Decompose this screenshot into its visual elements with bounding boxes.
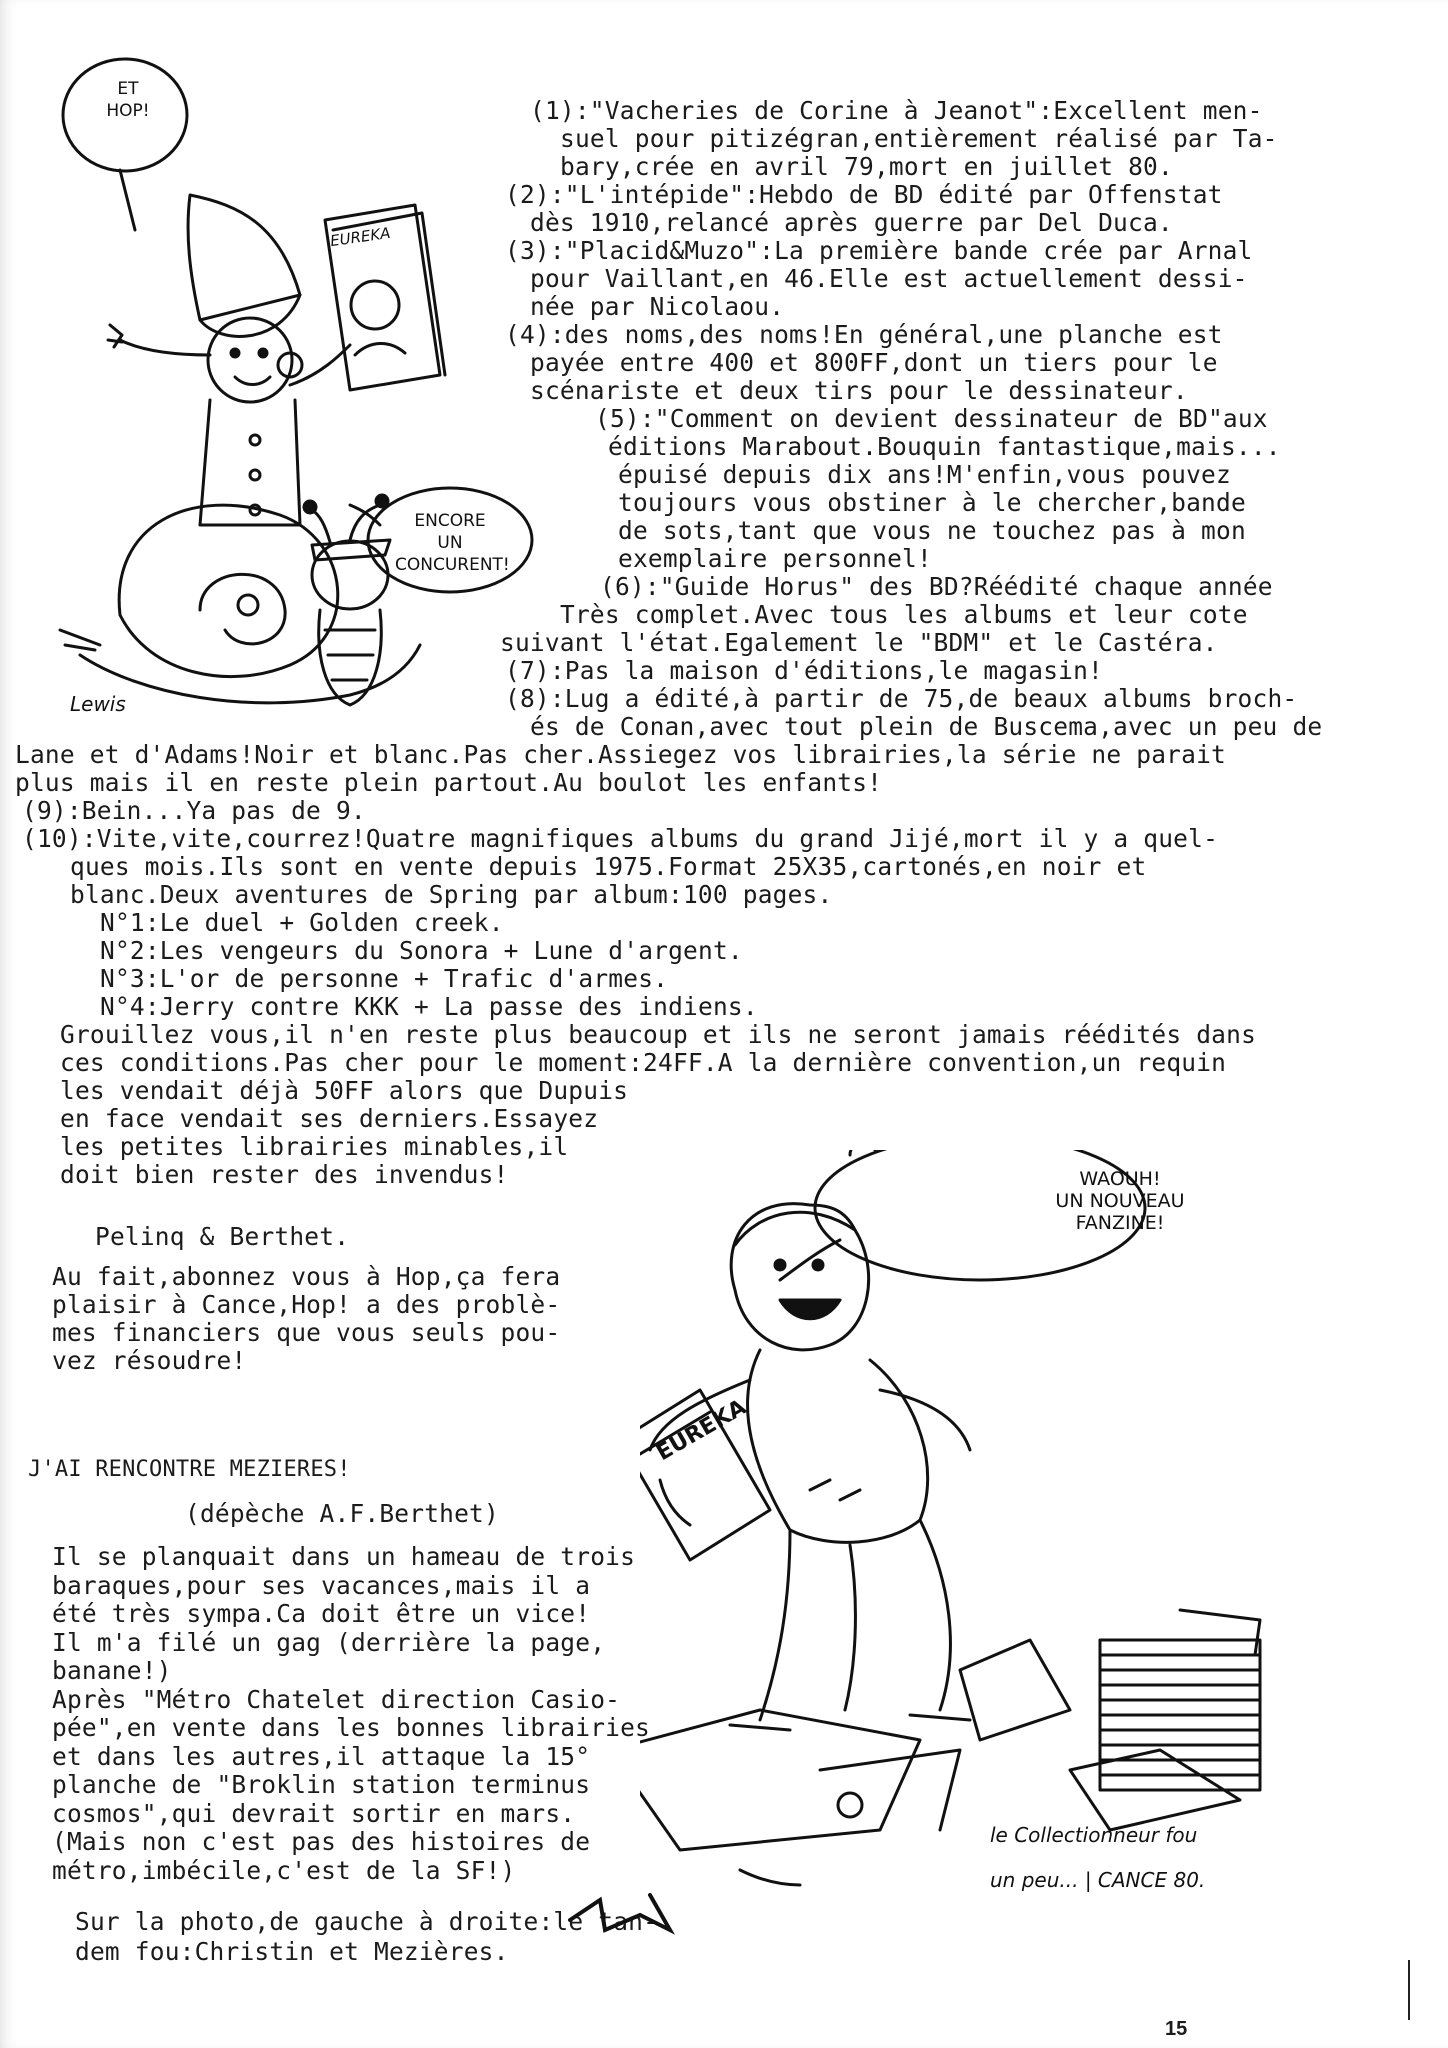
article-body-line: banane!): [52, 1656, 172, 1685]
article-title: J'AI RENCONTRE MEZIERES!: [28, 1457, 351, 1482]
bubble-line: CONCURENT!: [395, 555, 510, 575]
magazine-label-eureka-bottom: EUREKA: [652, 1394, 751, 1467]
notes-line: payée entre 400 et 800FF,dont un tiers pour le: [530, 348, 1218, 377]
notes-line: N°1:Le duel + Golden creek.: [100, 908, 504, 937]
notes-line: en face vendait ses derniers.Essayez: [60, 1104, 599, 1133]
notes-line: N°2:Les vengeurs du Sonora + Lune d'argent.: [100, 936, 743, 965]
notes-line: és de Conan,avec tout plein de Buscema,avec un peu de: [530, 712, 1323, 741]
notes-line: (4):des noms,des noms!En général,une planche est: [505, 320, 1223, 349]
article-body-line: cosmos",qui devrait sortir en mars.: [52, 1798, 576, 1828]
article-body-line: (Mais non c'est pas des histoires de: [52, 1827, 591, 1856]
notes-line: toujours vous obstiner à le chercher,bande: [618, 488, 1246, 517]
margin-line: [1408, 1960, 1410, 2020]
notes-line: N°4:Jerry contre KKK + La passe des indiens.: [100, 992, 758, 1021]
bubble-line: ENCORE: [414, 511, 486, 531]
notes-line: les petites librairies minables,il: [60, 1132, 569, 1161]
notes-line: doit bien rester des invendus!: [60, 1160, 509, 1189]
notes-line: bary,crée en avril 79,mort en juillet 80.: [560, 152, 1173, 181]
bubble-line: FANZINE!: [1075, 1212, 1165, 1234]
bubble-line: UN NOUVEAU: [1055, 1190, 1185, 1212]
speech-bubble-encore-un-concurent: [395, 510, 510, 576]
notes-line: blanc.Deux aventures de Spring par album:100 pages.: [70, 880, 833, 909]
caption-line: Sur la photo,de gauche à droite:le tan-: [75, 1907, 659, 1936]
caption-line: dem fou:Christin et Mezières.: [75, 1937, 509, 1966]
notes-line: suel pour pitizégran,entièrement réalisé par Ta-: [560, 124, 1278, 153]
cartoon-collector-illustration: [640, 1150, 1410, 1930]
notes-line: (6):"Guide Horus" des BD?Réédité chaque année: [600, 572, 1273, 601]
speech-bubble-et-hop: [88, 78, 168, 122]
notes-line: pour Vaillant,en 46.Elle est actuellement dessi-: [530, 264, 1248, 293]
notes-line: de sots,tant que vous ne touchez pas à mon: [618, 516, 1246, 545]
appeal-line: Au fait,abonnez vous à Hop,ça fera: [52, 1262, 561, 1291]
article-body-line: pée",en vente dans les bonnes librairies: [52, 1713, 651, 1742]
notes-line: plus mais il en reste plein partout.Au boulot les enfants!: [15, 768, 883, 797]
article-body-line: été très sympa.Ca doit être un vice!: [52, 1599, 591, 1628]
magazine-label-eureka-top: EUREKA: [329, 223, 392, 251]
notes-line: née par Nicolaou.: [530, 292, 785, 321]
notes-line: ces conditions.Pas cher pour le moment:24FF.A la dernière convention,un requin: [60, 1048, 1227, 1077]
notes-line: (8):Lug a édité,à partir de 75,de beaux albums broch-: [505, 684, 1298, 713]
notes-line: les vendait déjà 50FF alors que Dupuis: [60, 1076, 629, 1105]
notes-line: exemplaire personnel!: [618, 544, 932, 573]
notes-line: (7):Pas la maison d'éditions,le magasin!: [505, 656, 1104, 685]
signature: Pelinq & Berthet.: [95, 1222, 350, 1251]
notes-line: N°3:L'or de personne + Trafic d'armes.: [100, 964, 669, 993]
cartoon-caption-line-1: le Collectionneur fou: [990, 1823, 1198, 1847]
notes-line: (2):"L'intépide":Hebdo de BD édité par Offenstat: [505, 180, 1223, 209]
appeal-line: plaisir à Cance,Hop! a des problè-: [52, 1290, 561, 1319]
notes-line: scénariste et deux tirs pour le dessinateur.: [530, 376, 1188, 405]
appeal-line: vez résoudre!: [52, 1346, 247, 1375]
notes-line: (9):Bein...Ya pas de 9.: [22, 796, 366, 825]
cartoon-caption-line-2: un peu... | CANCE 80.: [990, 1868, 1206, 1892]
bubble-line: WAOUH!: [1079, 1168, 1161, 1190]
cartoon-gnome-snail-illustration: [50, 55, 550, 735]
notes-line: (1):"Vacheries de Corine à Jeanot":Excellent men-: [530, 96, 1263, 125]
page-number: 15: [1165, 2018, 1188, 2040]
bubble-line: HOP!: [106, 101, 150, 121]
article-body-line: et dans les autres,il attaque la 15°: [52, 1741, 591, 1771]
notes-line: éditions Marabout.Bouquin fantastique,mais...: [608, 432, 1281, 461]
artist-signature-top: Lewis: [70, 692, 126, 716]
notes-line: Très complet.Avec tous les albums et leur cote: [560, 600, 1248, 629]
decorative-arrow: [560, 1890, 700, 1940]
notes-line: Lane et d'Adams!Noir et blanc.Pas cher.Assiegez vos librairies,la série ne parait: [15, 740, 1226, 769]
article-body-line: Il m'a filé un gag (derrière la page,: [52, 1627, 606, 1657]
speech-bubble-waouh: [1020, 1168, 1220, 1234]
notes-line: (10):Vite,vite,courrez!Quatre magnifiques albums du grand Jijé,mort il y a quel-: [22, 824, 1219, 853]
notes-line: dès 1910,relancé après guerre par Del Duca.: [530, 208, 1173, 237]
article-body-line: métro,imbécile,c'est de la SF!): [52, 1855, 516, 1885]
article-body-line: Après "Métro Chatelet direction Casio-: [52, 1684, 621, 1714]
notes-line: épuisé depuis dix ans!M'enfin,vous pouvez: [618, 460, 1231, 489]
notes-line: suivant l'état.Egalement le "BDM" et le Castéra.: [500, 628, 1218, 657]
notes-line: Grouillez vous,il n'en reste plus beaucoup et ils ne seront jamais réédités dans: [60, 1020, 1257, 1049]
notes-line: ques mois.Ils sont en vente depuis 1975.Format 25X35,cartonés,en noir et: [70, 852, 1147, 881]
notes-line: (5):"Comment on devient dessinateur de BD"aux: [595, 404, 1268, 433]
appeal-line: mes financiers que vous seuls pou-: [52, 1318, 561, 1347]
article-body-line: planche de "Broklin station terminus: [52, 1770, 591, 1799]
article-byline: (dépèche A.F.Berthet): [185, 1499, 499, 1528]
article-body-line: Il se planquait dans un hameau de trois: [52, 1542, 636, 1571]
bubble-line: UN: [437, 533, 463, 553]
article-body-line: baraques,pour ses vacances,mais il a: [52, 1570, 591, 1600]
bubble-line: ET: [117, 79, 139, 99]
notes-line: (3):"Placid&Muzo":La première bande crée par Arnal: [505, 236, 1253, 265]
